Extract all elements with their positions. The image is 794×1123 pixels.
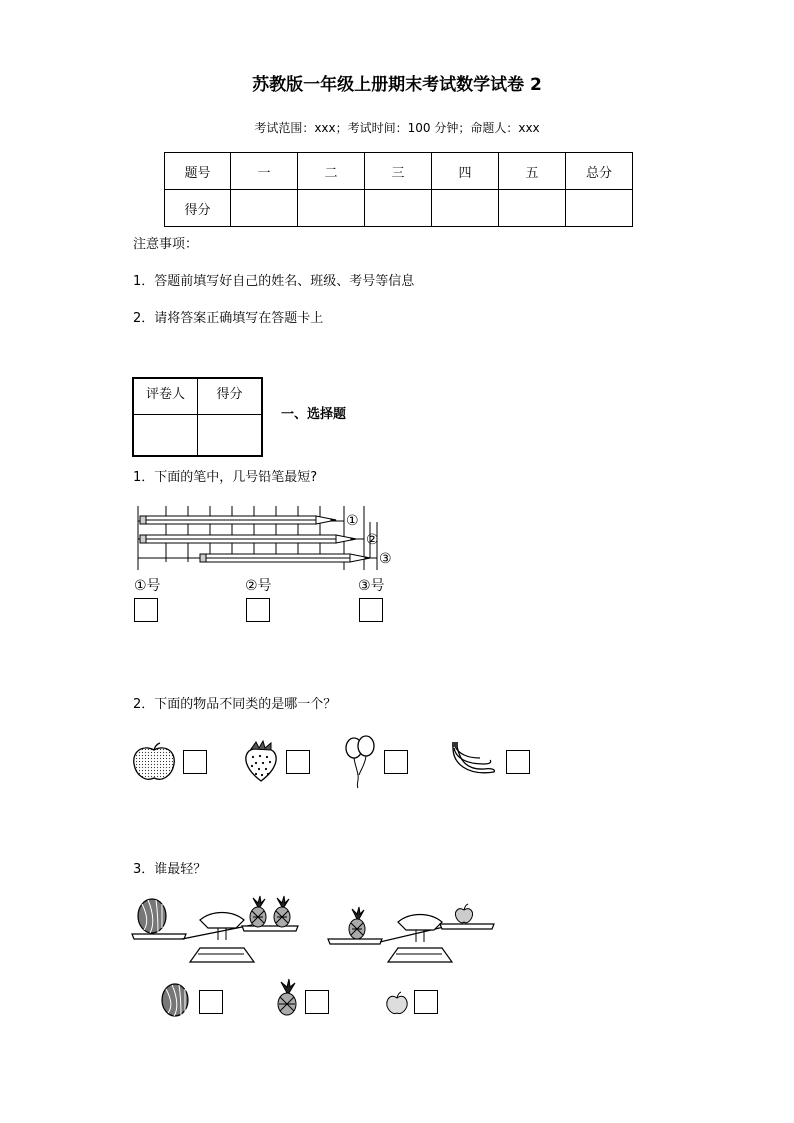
notice-item: 2．请将答案正确填写在答题卡上 bbox=[133, 311, 324, 326]
option-label: ①号 bbox=[134, 578, 161, 594]
score-header-cell: 三 bbox=[365, 153, 432, 190]
score-row-label: 得分 bbox=[165, 190, 231, 227]
scale-illustration-1 bbox=[132, 896, 302, 968]
pineapple-icon bbox=[276, 978, 298, 1016]
score-input-cell[interactable] bbox=[231, 190, 298, 227]
answer-checkbox[interactable] bbox=[134, 598, 158, 622]
score-input-cell[interactable] bbox=[566, 190, 633, 227]
option-label: ③号 bbox=[358, 578, 385, 594]
exam-info: 考试范围：xxx；考试时间：100 分钟；命题人：xxx bbox=[254, 121, 540, 135]
answer-checkbox[interactable] bbox=[183, 750, 207, 774]
score-header-cell: 四 bbox=[432, 153, 499, 190]
answer-checkbox[interactable] bbox=[359, 598, 383, 622]
page-title: 苏教版一年级上册期末考试数学试卷 2 bbox=[252, 75, 542, 95]
question-2-text: 2．下面的物品不同类的是哪一个？ bbox=[133, 697, 337, 712]
score-input-cell[interactable] bbox=[499, 190, 566, 227]
grader-label: 评卷人 bbox=[133, 378, 198, 414]
grader-score-cell[interactable] bbox=[198, 414, 263, 456]
apple-icon bbox=[386, 990, 408, 1016]
watermelon-icon bbox=[160, 982, 190, 1018]
watermelon-icon bbox=[138, 899, 166, 933]
notice-item: 1．答题前填写好自己的姓名、班级、考号等信息 bbox=[133, 274, 415, 289]
question-3-text: 3．谁最轻？ bbox=[133, 862, 207, 877]
pencil-mark-1: ① bbox=[346, 513, 359, 529]
score-table-score-row bbox=[165, 190, 633, 227]
apple-icon bbox=[132, 742, 176, 782]
score-header-cell: 五 bbox=[499, 153, 566, 190]
grader-table bbox=[132, 377, 263, 457]
section-title: 一、选择题 bbox=[281, 407, 347, 422]
score-input-cell[interactable] bbox=[365, 190, 432, 227]
score-header-cell: 一 bbox=[231, 153, 298, 190]
score-input-cell[interactable] bbox=[298, 190, 365, 227]
pineapple-icon bbox=[250, 896, 266, 927]
notice-heading: 注意事项： bbox=[133, 237, 199, 252]
bananas-icon bbox=[450, 742, 498, 782]
answer-checkbox[interactable] bbox=[286, 750, 310, 774]
score-header-cell: 二 bbox=[298, 153, 365, 190]
answer-checkbox[interactable] bbox=[199, 990, 223, 1014]
pencil-1 bbox=[140, 516, 336, 524]
pencil-2 bbox=[140, 535, 356, 543]
pencil-mark-3: ③ bbox=[379, 551, 392, 567]
pencil-3 bbox=[200, 554, 370, 562]
pineapple-icon bbox=[349, 907, 365, 939]
answer-checkbox[interactable] bbox=[384, 750, 408, 774]
score-table bbox=[164, 152, 633, 227]
pineapple-icon bbox=[274, 896, 290, 927]
question-1-text: 1．下面的笔中，几号铅笔最短? bbox=[133, 470, 318, 485]
scale-illustration-2 bbox=[328, 896, 498, 968]
option-label: ②号 bbox=[245, 578, 272, 594]
strawberry-icon bbox=[243, 739, 279, 783]
pencil-mark-2: ② bbox=[366, 532, 379, 548]
grader-score-label: 得分 bbox=[198, 378, 263, 414]
apple-icon bbox=[455, 904, 472, 923]
score-input-cell[interactable] bbox=[432, 190, 499, 227]
grader-name-cell[interactable] bbox=[133, 414, 198, 456]
balloons-icon bbox=[343, 735, 377, 789]
pencils-illustration bbox=[134, 506, 394, 572]
answer-checkbox[interactable] bbox=[506, 750, 530, 774]
score-table-header-row bbox=[165, 153, 633, 190]
answer-checkbox[interactable] bbox=[246, 598, 270, 622]
answer-checkbox[interactable] bbox=[414, 990, 438, 1014]
score-header-cell: 总分 bbox=[566, 153, 633, 190]
answer-checkbox[interactable] bbox=[305, 990, 329, 1014]
score-header-cell: 题号 bbox=[165, 153, 231, 190]
